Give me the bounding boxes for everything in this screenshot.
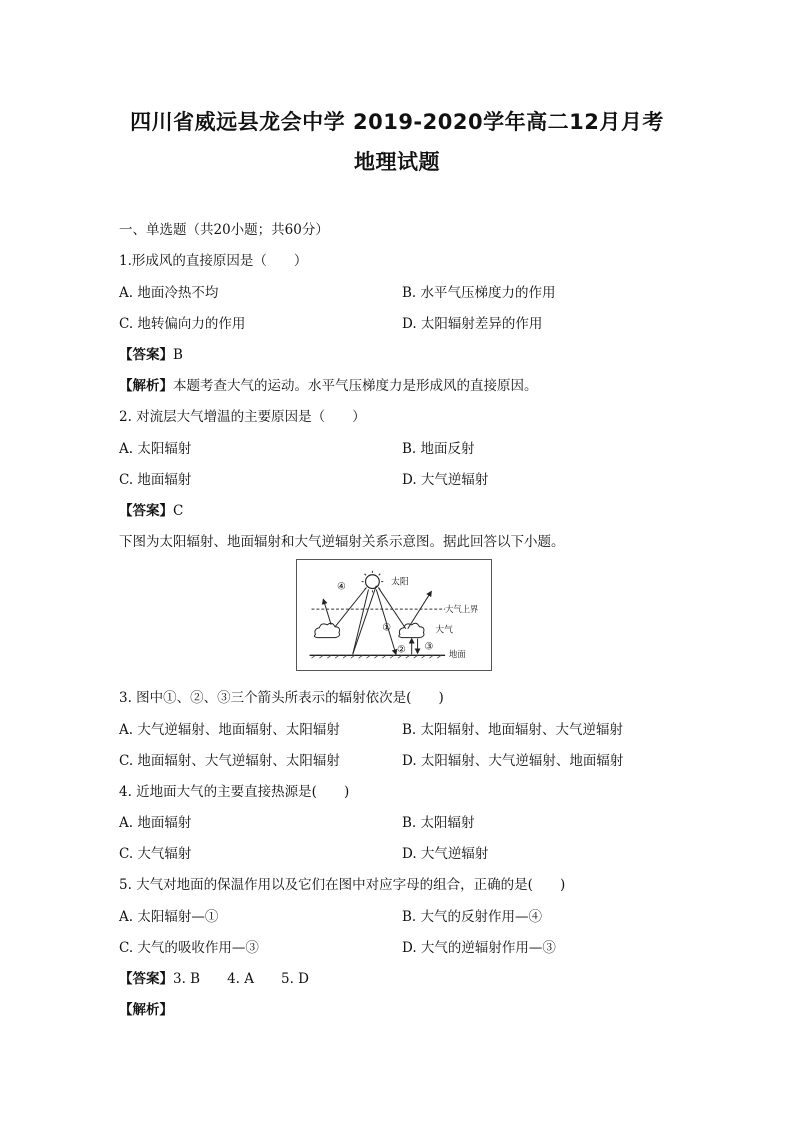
q1-analysis-text: 本题考查大气的运动。水平气压梯度力是形成风的直接原因。 [173, 378, 538, 394]
ray-sun-to-ground [353, 589, 369, 654]
label-4: ④ [337, 581, 346, 593]
q4-option-a: A. 地面辐射 [119, 815, 192, 831]
ray-sun-to-left-cloud [335, 588, 366, 627]
q4-option-c: C. 大气辐射 [119, 846, 192, 862]
q1-stem: 1.形成风的直接原因是（ ） [119, 253, 308, 269]
figure-intro: 下图为太阳辐射、地面辐射和大气逆辐射关系示意图。据此回答以下小题。 [119, 534, 565, 550]
label-sun: 太阳 [391, 577, 409, 588]
document-title-line2: 地理试题 [354, 150, 440, 174]
q2-option-a: A. 太阳辐射 [119, 441, 192, 457]
q1-answer [119, 343, 183, 363]
answers-3-5 [119, 967, 309, 987]
q1-option-b: B. 水平气压梯度力的作用 [402, 285, 556, 301]
q4-option-d: D. 大气逆辐射 [402, 846, 489, 862]
q2-option-c: C. 地面辐射 [119, 472, 192, 488]
label-ground: 地面 [449, 649, 466, 660]
section-heading: 一、单选题（共20小题；共60分） [119, 222, 329, 238]
q1-option-c: C. 地转偏向力的作用 [119, 316, 246, 332]
q3-stem: 3. 图中①、②、③三个箭头所表示的辐射依次是( ) [119, 690, 444, 706]
q3-option-d: D. 太阳辐射、大气逆辐射、地面辐射 [402, 753, 624, 769]
label-3: ③ [424, 641, 434, 653]
cloud-right-icon [399, 623, 424, 637]
q3-option-c: C. 地面辐射、大气逆辐射、太阳辐射 [119, 753, 340, 769]
ray-ground-up [353, 586, 377, 655]
q1-option-a: A. 地面冷热不均 [119, 285, 219, 301]
document-title-line1: 四川省威远县龙会中学 2019-2020学年高二12月月考 [130, 110, 664, 134]
q1-option-d: D. 太阳辐射差异的作用 [402, 316, 543, 332]
q1-analysis-label: 【解析】 [119, 378, 173, 394]
q3-option-b: B. 太阳辐射、地面辐射、大气逆辐射 [402, 722, 624, 738]
q1-answer-label: 【答案】 [119, 347, 173, 363]
q1-analysis [119, 374, 538, 394]
label-1: ① [382, 622, 392, 634]
q5-option-c: C. 大气的吸收作用—③ [119, 940, 259, 956]
q5-stem: 5. 大气对地面的保温作用以及它们在图中对应字母的组合，正确的是( ) [119, 877, 566, 893]
answers-3-5-label: 【答案】 [119, 971, 173, 987]
ray-left-cloud-reflect [323, 599, 331, 625]
analysis-3-5-label: 【解析】 [119, 1002, 173, 1018]
q4-option-b: B. 太阳辐射 [402, 815, 475, 831]
q4-stem: 4. 近地面大气的主要直接热源是( ) [119, 784, 350, 800]
label-atmosphere-top: 大气上界 [445, 604, 479, 615]
answers-3-5-text: 3. B 4. A 5. D [173, 971, 310, 987]
radiation-diagram-svg [297, 560, 491, 670]
q5-option-a: A. 太阳辐射—① [119, 909, 219, 925]
q3-option-a: A. 大气逆辐射、地面辐射、太阳辐射 [119, 722, 340, 738]
q5-option-b: B. 大气的反射作用—④ [402, 909, 543, 925]
ray-right-up [408, 591, 432, 628]
q2-option-b: B. 地面反射 [402, 441, 475, 457]
q2-answer-label: 【答案】 [119, 503, 173, 519]
radiation-diagram [296, 559, 492, 671]
q5-option-d: D. 大气的逆辐射作用—③ [402, 940, 556, 956]
q2-option-d: D. 大气逆辐射 [402, 472, 489, 488]
q2-answer [119, 499, 183, 519]
label-atmosphere: 大气 [435, 625, 453, 636]
q2-stem: 2. 对流层大气增温的主要原因是（ ） [119, 409, 366, 425]
label-2: ② [396, 644, 406, 656]
q1-answer-value: B [173, 347, 183, 363]
q2-answer-value: C [173, 503, 184, 519]
